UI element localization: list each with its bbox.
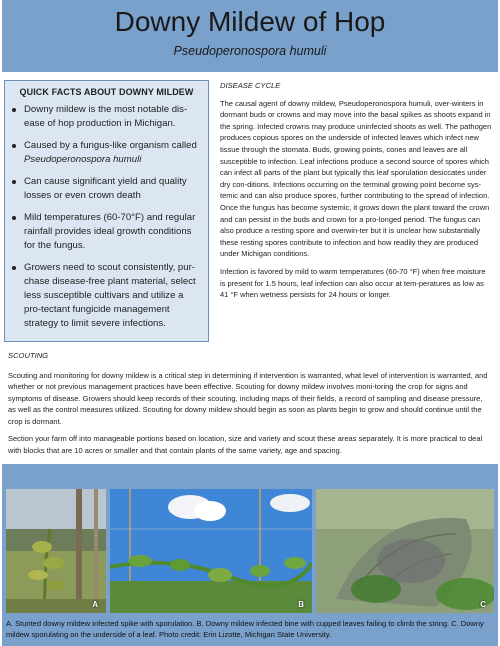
photo-label: A	[92, 600, 98, 609]
fact-text: Can cause significant yield and quality losses or even crown death	[24, 176, 187, 201]
disease-cycle-paragraph: Infection is favored by mild to warm temperatures (60-70 °F) when free moisture is present for 1.5 hours, leaf infection can also occur at tem-peratures as low as 41 °F when wetness persists for 24 hours or longer.	[220, 266, 486, 300]
organism-name: Pseudoperonospora humuli	[24, 154, 142, 165]
page-subtitle: Pseudoperonospora humuli	[173, 44, 327, 58]
scouting-heading: SCOUTING	[8, 351, 49, 360]
title-banner	[2, 0, 498, 72]
list-item	[5, 103, 202, 131]
photo-a	[6, 489, 106, 613]
fact-text: Growers need to scout consistently, pur-chase disease-free plant material, select less susceptible cultivars and utilize a pro-tectant fungicide management strategy to limit severe infections.	[24, 262, 196, 329]
disease-cycle-section	[220, 80, 492, 307]
fact-text: Caused by a fungus-like organism called	[24, 140, 197, 151]
photo-b	[110, 489, 312, 613]
quick-facts-list	[5, 103, 208, 331]
scouting-paragraph: Section your farm off into manageable portions based on location, size and variety and scout these areas separately. It is more practical to deal with blocks that are 10 acres or smaller and that contain plants of the same variety, age and spacing.	[8, 434, 483, 455]
page-title: Downy Mildew of Hop	[114, 6, 386, 37]
list-item	[5, 261, 202, 331]
disease-cycle-heading: DISEASE CYCLE	[220, 81, 281, 90]
infected-bine-image	[110, 489, 312, 613]
list-item	[5, 211, 202, 253]
photo-label: B	[298, 600, 304, 609]
bullet-icon	[12, 108, 16, 112]
list-item	[5, 139, 202, 167]
list-item	[5, 175, 202, 203]
disease-cycle-paragraph: The causal agent of downy mildew, Pseudoperonospora humuli, over-winters in dormant buds or crowns and may move into the basal spikes as shoots expand in the spring. Infected crowns may produce uninfected shoots as well. The pathogen produces copious spores on the underside of infected leaves which infect new tissue through the stomata. Buds, growing points, cones and leaves are all susceptible to infection. Leaf infections produce a second source of spores which can infect all parts of the plant but typically this leaf sporulation desiccates under dry con-ditions. Infections occurring on the terminal growing point become sys-temic and can also produce spores, further contributing to the spread of infection. Once the fungus has become systemic, it grows down the plant toward the crown and can persist in the buds and crown for a pro-longed period. The fungus can also produce a resting spore and overwin-ter but it is unclear how substantially these resting spores contribute to infection and how readily they are produced under Michigan conditions.	[220, 98, 492, 259]
fact-text: Downy mildew is the most notable dis-ease of hop production in Michigan.	[24, 104, 188, 129]
scouting-paragraph: Scouting and monitoring for downy mildew is a critical step in determining if intervention is warranted, what level of intervention is warranted, and whether or not previous management practices have been effective. Scouting for downy mildew involves moni-toring the crop for signs and symptoms of disease. Growers should keep records of their scouting, including maps of their fields, a record of sampling and disease pressure, as well as the control measures utilized. Scouting for downy mildew should begin as soon as plants begin to grow and should continue until the crop is dormant.	[8, 370, 488, 426]
photo-c	[316, 489, 494, 613]
fact-text: Mild temperatures (60-70°F) and regular rainfall provides ideal growth conditions for the fungus.	[24, 212, 196, 251]
bullet-icon	[12, 216, 16, 220]
photo-label: C	[480, 600, 486, 609]
bullet-icon	[12, 266, 16, 270]
photo-strip	[2, 464, 498, 646]
stunted-spike-image	[6, 489, 106, 613]
bullet-icon	[12, 180, 16, 184]
scouting-section	[8, 350, 492, 462]
quick-facts-box	[4, 80, 209, 342]
quick-facts-heading: QUICK FACTS ABOUT DOWNY MILDEW	[19, 87, 194, 97]
bullet-icon	[12, 144, 16, 148]
photo-caption: A. Stunted downy mildew infected spike with sporulation. B. Downy mildew infected bine with cupped leaves failing to climb the string. C. Downy mildew sporulating on the underside of a leaf. Photo credit: Erin Lizotte, Michigan State University.	[6, 619, 484, 639]
leaf-underside-image	[316, 489, 494, 613]
